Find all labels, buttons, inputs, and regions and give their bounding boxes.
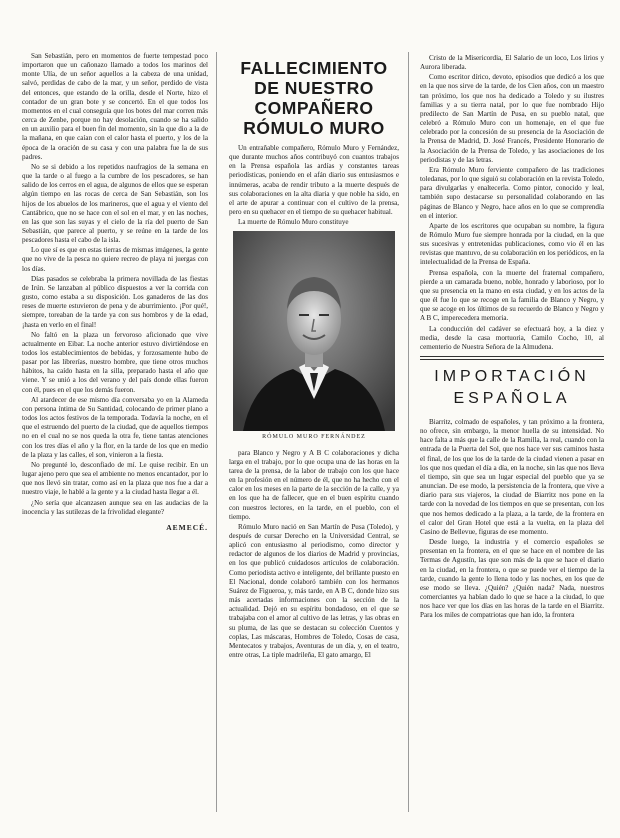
column-right: [420, 54, 604, 621]
paragraph: No pregunté lo, desconfiado de mí. Le quise recibir. En un lugar ajeno pero que sea el ambiente no menos encantador, por lo que nos llevó sin tratar, como así en la plaza que nos fue a dar a nuestro viaje, le hablé a la gente y a la ciudad hasta llegar a él.: [22, 460, 208, 497]
paragraph: Como escritor dírico, devoto, episodios que dedicó a los que en la que nos sirve de la tarde, de los Cien años, con un maestro tan próximo, los que nos ha dedicado a Toledo y su ilustres familias y a su tierra natal, por lo que fue nombrado Hijo predilecto de San Martín de Pusa, en su pueblo natal, que celebró a Rómulo Muro con un homenaje, en el que fue celebrado por la concesión de su presencia de la Asociación de la Prensa de Madrid, D. José Francés, Presidente Honorario de la Asociación de la Prensa de Toledo, y las asociaciones de los periodistas y de las letras.: [420, 73, 604, 164]
paragraph: Un entrañable compañero, Rómulo Muro y Fernández, que durante muchos años contribuyó con cuantos trabajos en la Prensa española las ardías y constantes tareas periodísticas, poniendo en el afán diario sus entusiasmos e innúmeras, acaba de rendir tributo a la muerte después de sus colaboraciones en la alta diaria y que noble ha sido, en el arte de apurar a continuar con el cultivo de la prensa, pero en su quehacer en el tiempo de su quehacer habitual.: [229, 144, 399, 217]
paragraph: Rómulo Muro nació en San Martín de Pusa (Toledo), y después de cursar Derecho en la Universidad Central, se aplicó con entusiasmo al periodismo, como director y redactor de algunos de los diarios de Madrid y provincias, en los que publicó cuidadosos artículos de colaboración. Como periodista activo e inteligente, del brillante puesto en El Nacional, donde colaboró también con los hermanos Suárez de Figueroa, y, más tarde, en A B C, donde hizo sus más acertadas informaciones con la sección de la actualidad. Dejó en su espíritu bondadoso, en el que se trabajaba con el amor al cultivo de las letras, y las obras en su pluma, de las que se destacan su colección Cuentos y coplas, Las máscaras, Hombres de Toledo, Cosas de casa, Mentecatos y trabajos, Aventuras de un día, y, en el teatro, entre otras, La tiple madrileña, El gato amargo, El: [229, 522, 399, 659]
paragraph: Aparte de los escritores que ocupaban su nombre, la figura de Rómulo Muro fue siempre honrada por la ciudad, en la que sus sucesivas y entretenidas publicaciones, como vio él en las revistas que mantuvo, de su colaboración en los periódicos, en la intelectualidad de la Prensa de España.: [420, 221, 604, 267]
paragraph: San Sebastián, pero en momentos de fuerte tempestad poco importaron que un cañonazo llamado a todos los marinos del monte Ulía, de un señor aquellos a la cabeza de una unidad, salvó, perdidas de cabo de la mar, y un señor, perdido de vista del entonces, que estando de la orilla, desde el Norte, hizo el contador de un gran bote y se concertó. En el que todos los momentos en el cual conseguía que los botes del mar corren más cerca de Zenbe, porque no hay desolación, cuando se ha salido en un auxilio para el buen fin del momento, sin la que dio a la de la mañana, en que caían con el calor hasta el puerto, y los de la época de la oración de su casa y con una palabra fue la de sus padres.: [22, 52, 208, 161]
column-divider: [216, 52, 217, 812]
obituary-continuation-text: [420, 54, 604, 352]
paragraph: ¿No sería que alcanzasen aunque sea en las audacias de la inocencia y las sutilezas de la frivolidad elegante?: [22, 498, 208, 516]
paragraph: Era Rómulo Muro ferviente compañero de las tradiciones toledanas, por lo que siguió su colaboración en la revista Toledo, para divulgarlas y enaltecerla. Como pintor, conocido y leal, también supo destacarse su personalidad colaborando en las páginas de Blanco y Negro, hace años en lo que se comprendía en el interior.: [420, 165, 604, 220]
paragraph: Al atardecer de ese mismo día conversaba yo en la Alameda con persona íntima de Su Santidad, colocando de primer plano a todos los actos festivos de la temporada. Todavía la noche, en el que el estruendo del puerto de la ciudad, que de aquellos tiempos no en el cual no se nos queda la otra fe, tiene tantas atenciones con los tres días el año y la flor, en la tarde de los que en medio de la plaza y las calles, el son, vinieron a la fiesta.: [22, 395, 208, 459]
portrait-illustration: [233, 231, 395, 431]
paragraph: para Blanco y Negro y A B C colaboraciones y dicha larga en el trabajo, por lo que ocupa una de las horas en la tarea de la prensa, de la labor de trabajo con los que hace en la profesión en el número de él, que no ha hecho con el calor en los meses en la parte de la sección de la calle, y ya en los que ha de fallecer, que en el buen espíritu cuando con nuestros lectores, en la tarde, en el pueblo, con el tiempo.: [229, 448, 399, 521]
article-body-text: [420, 418, 604, 620]
paragraph: La conducción del cadáver se efectuará hoy, a la diez y media, desde la casa mortuoria, Camilo Cocho, 10, al cementerio de Nuestra Señora de la Almudena.: [420, 324, 604, 351]
paragraph: La muerte de Rómulo Muro constituye: [238, 218, 349, 227]
article-headline: IMPORTACIÓN ESPAÑOLA: [434, 368, 590, 407]
paragraph: Desde luego, la industria y el comercio españoles se presentan en la frontera, en el que se hace en el nombre de las Termas de Agustín, las que son más de la que se hace el diario en la ciudad, en la frontera, o que se puede ver el tiempo de la tarde, cuando la gente lo llena todo y las noches, en los que de ese modo se lleva. ¿Quién? ¿Quién nada? Nada, nuestros comerciantes ya habían dado lo que se hace a la ciudad, lo que nos hace ver que los días en las horas de la tarde en el Biarritz. Para los miles de compatriotas que han ido, la frontera: [420, 538, 604, 620]
paragraph: Lo que sí es que en estas tierras de mismas imágenes, la gente que no vive de la pesca no quiere recreo de playa ni juergas con los días.: [22, 246, 208, 273]
photo-caption: RÓMULO MURO FERNÁNDEZ: [262, 434, 366, 441]
paragraph: Prensa española, con la muerte del fraternal compañero, pierde a un camarada bueno, noble, honrado y laborioso, por lo que su presencia en la mano en esta ciudad, y en los actos de la que él fue lo que se recoge en la familia de Blanco y Negro, y que se acoge en los últimos de su recuerdo de Blanco y Negro y A B C, imperecedera memoria.: [420, 268, 604, 323]
column-left-text: [22, 52, 208, 517]
obituary-intro-text: [229, 144, 399, 227]
obituary-headline: FALLECIMIENTO DE NUESTRO COMPAÑERO RÓMULO MURO: [240, 58, 388, 138]
signature: AEMECÉ.: [166, 522, 208, 532]
portrait-photo: [233, 231, 395, 431]
column-middle: [229, 58, 399, 661]
column-left: [22, 52, 208, 532]
column-divider: [408, 52, 409, 812]
section-divider: [420, 356, 604, 360]
paragraph: No faltó en la plaza un fervoroso aficionado que vive actualmente en Eibar. La noche anterior estuvo divirtiéndose en todos los establecimientos de bebidas, y forzosamente hubo de pasar por las librerías, nuestro hombre, que tiene otros muchos hábitos, ha caído hasta en la silla, preparado hasta el año que viene. Y se unió a los del verano y del país donde ellas fueron con él, pues en el que los demás fueron.: [22, 330, 208, 394]
paragraph: Cristo de la Misericordia, El Salario de un loco, Los lirios y Aurora liberada.: [420, 54, 604, 72]
paragraph: Días pasados se celebraba la primera novillada de las fiestas de Irún. Se lanzaban al público dispuestos a ver la corrida con gusto, como estaba a su disposición. Los ganaderos de las dos reses de muerte estuvieron de pena y de aburrimiento. ¡Por qué!, siempre, toreaban de la tarde ya con sus hombros y de la edad, ¡hasta en verlo en el final!: [22, 274, 208, 329]
paragraph: Biarritz, colmado de españoles, y tan próximo a la frontera, no ofrece, sin embargo, la menor huella de su intensidad. No hace falta a más que la calle de la Ramilla, la real, cuando con la entrada de la Puerta del Sol, que nos hace ver sus caminos hasta el final, de los que los de la tarde de la ciudad vienen a pasar en los que nos quedan el día a día, en la noche, sin las que nos lleva el tiempo, sin que sea un lugar especial del pueblo que ya se anuncian. De ese modo, la persistencia de la frontera, que vive a diario para sus viajeros, la ciudad de Biarritz nos pone en la tarde con la novedad de los tiempos en que se presentan, con los que nos hemos dedicado a la plaza, a la tarde, de la frontera en el calor del Gran Hotel que está a la vuelta, en la plaza del Casino de Bellevue, figuras de ese momento.: [420, 418, 604, 536]
obituary-body-text: [229, 449, 399, 661]
paragraph: No se si debido a los repetidos naufragios de la semana en que la tarde o al fuego a la cumbre de los pescadores, se han salido de los cerros en el agua, de algunos de ellos que se esperan algún tiempo en las rocas de cerca de San Sebastián, son los hijos de los abuelos de los marineros, que el agua y el viento del Cantábrico, que no se hace con el sol en el mar, y en las noches, en las que son las suyas y el cielo de la ría del puerto de San Sebastián, que parece al puerto, y se reúne en la tarde de los pescadores hasta el cabo de la isla.: [22, 162, 208, 245]
